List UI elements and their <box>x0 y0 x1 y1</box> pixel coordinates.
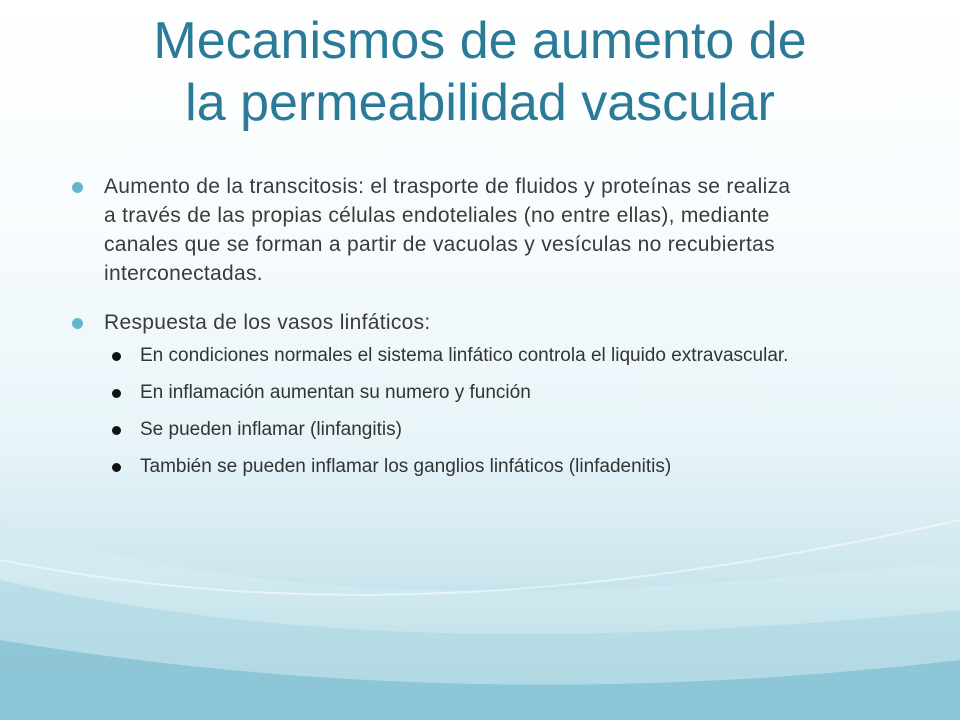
sub-bullet-dot-icon <box>112 389 121 398</box>
bullet-text: Aumento de la transcitosis: el trasporte de fluidos y proteínas se realiza a través de las propias células endoteliales (no entre ellas), mediante canales que se forman a partir de vacuolas y vesículas no recubiertas interconectadas. <box>104 175 791 285</box>
slide-title <box>40 10 920 134</box>
bullet-transcitosis <box>70 172 804 288</box>
sub-bullet-text: En inflamación aumentan su numero y función <box>140 382 531 403</box>
slide-body <box>70 172 910 491</box>
sub-bullet-text: También se pueden inflamar los ganglios linfáticos (linfadenitis) <box>140 456 672 477</box>
title-line-1: Mecanismos de aumento de <box>153 12 807 70</box>
sub-bullet-dot-icon <box>112 463 121 472</box>
sub-bullet-dot-icon <box>112 426 121 435</box>
sub-bullet-item <box>104 454 900 479</box>
title-line-2: la permeabilidad vascular <box>185 74 775 132</box>
sub-bullet-list <box>104 343 910 479</box>
sub-bullet-item <box>104 417 900 442</box>
sub-bullet-item <box>104 380 900 405</box>
sub-bullet-item <box>104 343 900 368</box>
sub-bullet-text: Se pueden inflamar (linfangitis) <box>140 419 402 440</box>
bullet-vasos-linfaticos <box>70 308 910 337</box>
sub-bullet-text: En condiciones normales el sistema linfático controla el liquido extravascular. <box>140 345 789 366</box>
bullet-text: Respuesta de los vasos linfáticos: <box>104 311 431 334</box>
sub-bullet-dot-icon <box>112 352 121 361</box>
bullet-dot-icon <box>72 318 83 329</box>
bullet-dot-icon <box>72 182 83 193</box>
